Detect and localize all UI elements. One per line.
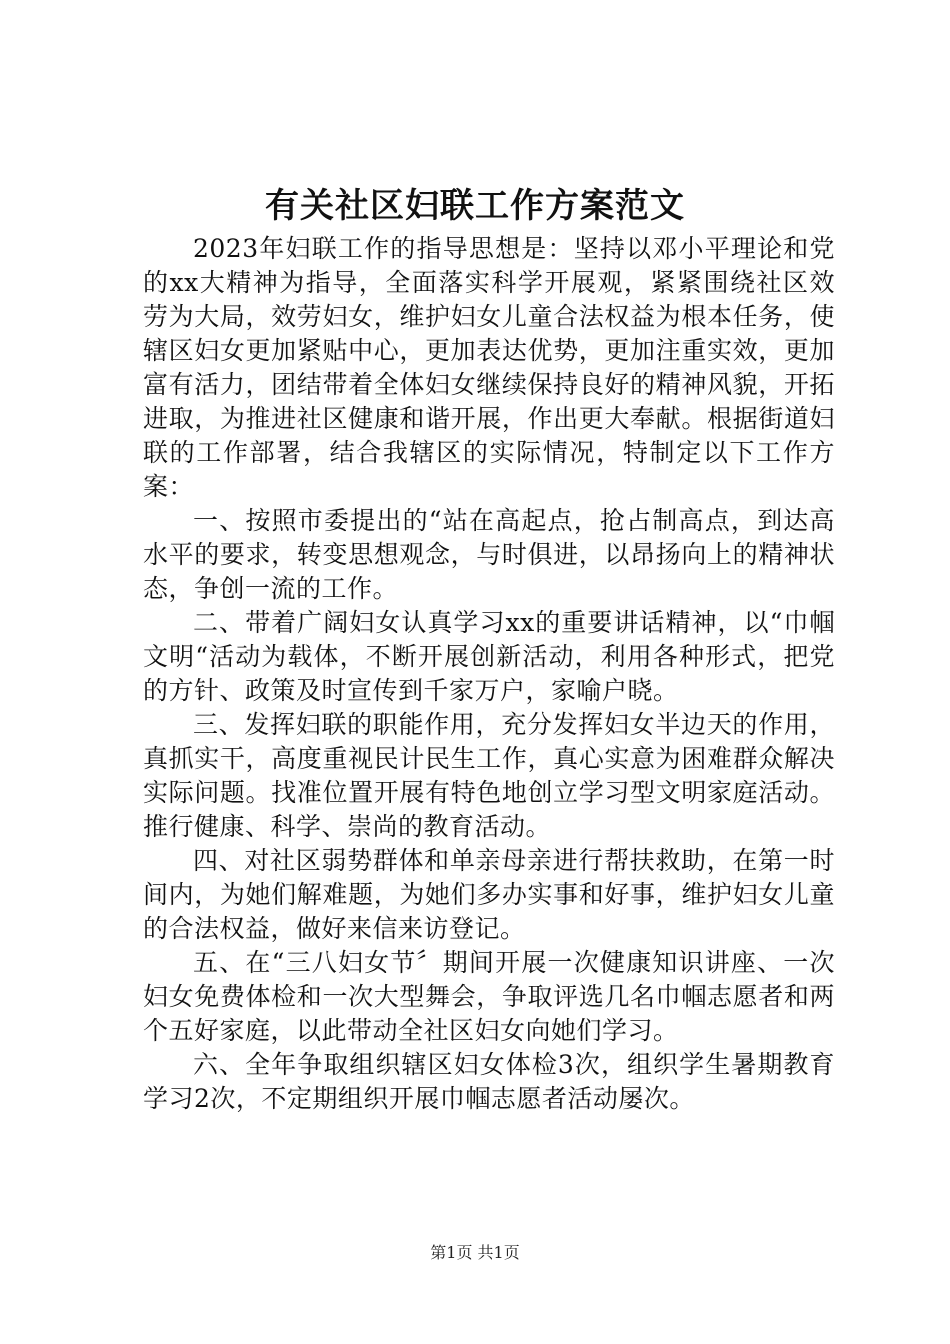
plan-item-5: 五、在“三八妇女节〞期间开展一次健康知识讲座、一次妇女免费体检和一次大型舞会，争取评选几名巾帼志愿者和两个五好家庭，以此带动全社区妇女向她们学习。 [143, 948, 835, 1045]
plan-item-4: 四、对社区弱势群体和单亲母亲进行帮扶救助，在第一时间内，为她们解难题，为她们多办实事和好事，维护妇女儿童的合法权益，做好来信来访登记。 [143, 846, 835, 943]
document-body [143, 232, 835, 1116]
intro-paragraph: 2023年妇联工作的指导思想是：坚持以邓小平理论和党的xx大精神为指导，全面落实科学开展观，紧紧围绕社区效劳为大局，效劳妇女，维护妇女儿童合法权益为根本任务，使辖区妇女更加紧贴中心，更加表达优势，更加注重实效，更加富有活力，团结带着全体妇女继续保持良好的精神风貌，开拓进取，为推进社区健康和谐开展，作出更大奉献。根据街道妇联的工作部署，结合我辖区的实际情况，特制定以下工作方案： [143, 234, 835, 501]
plan-item-1: 一、按照市委提出的“站在高起点，抢占制高点，到达高水平的要求，转变思想观念，与时俱进，以昂扬向上的精神状态，争创一流的工作。 [143, 506, 835, 603]
document-title: 有关社区妇联工作方案范文 [265, 185, 685, 226]
page-number: 第1页 共1页 [430, 1243, 520, 1262]
plan-item-2: 二、带着广阔妇女认真学习xx的重要讲话精神，以“巾帼文明“活动为载体，不断开展创新活动，利用各种形式，把党的方针、政策及时宣传到千家万户，家喻户晓。 [143, 608, 835, 705]
plan-item-3: 三、发挥妇联的职能作用，充分发挥妇女半边天的作用，真抓实干，高度重视民计民生工作，真心实意为困难群众解决实际问题。找准位置开展有特色地创立学习型文明家庭活动。推行健康、科学、崇尚的教育活动。 [143, 710, 835, 841]
plan-item-6: 六、全年争取组织辖区妇女体检3次，组织学生暑期教育学习2次，不定期组织开展巾帼志愿者活动屡次。 [143, 1050, 835, 1113]
